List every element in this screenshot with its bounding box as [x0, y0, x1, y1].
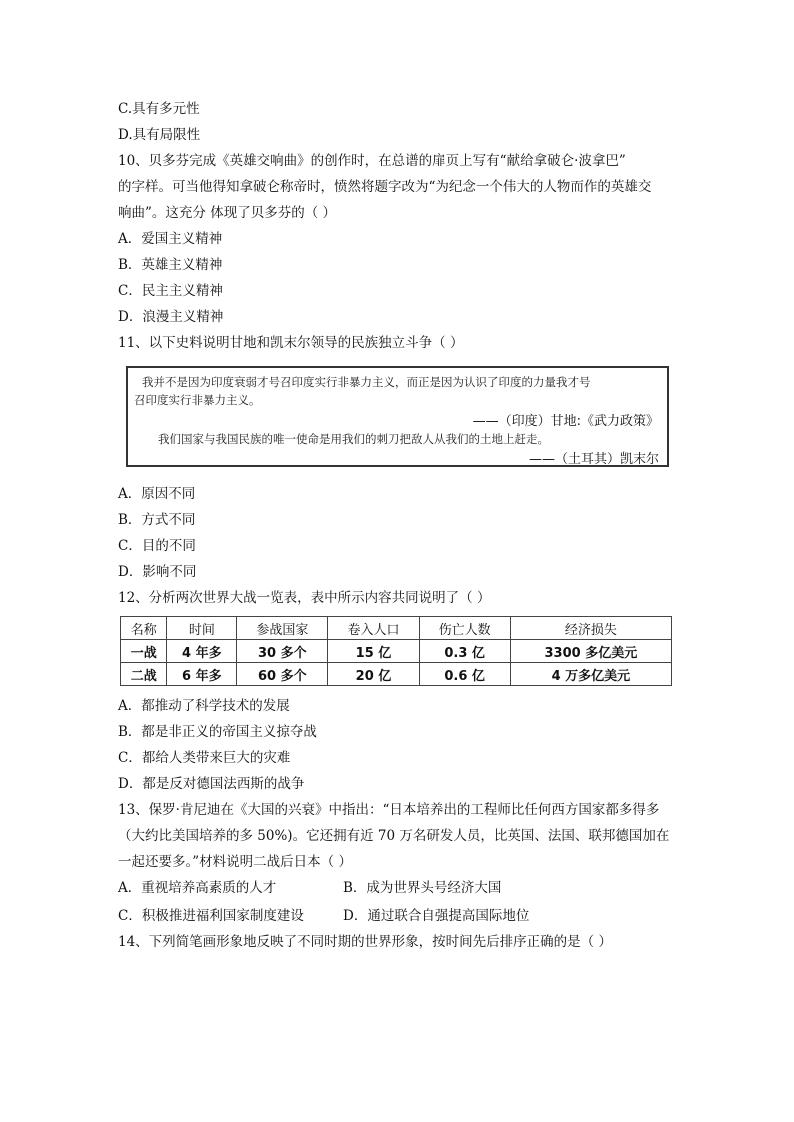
q11-option-d: D．影响不同 [118, 564, 197, 580]
q12-option-a: A．都推动了科学技术的发展 [118, 698, 290, 714]
table-row [121, 640, 672, 663]
q11-option-a: A．原因不同 [118, 486, 196, 502]
table-cell: 60 多个 [237, 663, 328, 686]
table-cell: 3300 多亿美元 [510, 640, 671, 663]
gandhi-attribution: ——（印度）甘地:《武力政策》 [472, 414, 659, 429]
q13-stem-line3: 一起还要多。”材料说明二战后日本（ ） [118, 854, 352, 870]
table-header-cell: 经济损失 [510, 617, 671, 640]
table-header-cell: 卷入人口 [328, 617, 419, 640]
q11-source-box [126, 366, 669, 467]
table-cell: 30 多个 [237, 640, 328, 663]
q10-option-d: D．浪漫主义精神 [118, 309, 224, 325]
q14-stem: 14、下列简笔画形象地反映了不同时期的世界形象，按时间先后排序正确的是（ ） [118, 934, 612, 950]
kemal-attribution: ——（土耳其）凯末尔 [528, 452, 659, 467]
q10-option-a: A．爱国主义精神 [118, 231, 223, 247]
q11-option-b: B．方式不同 [118, 512, 196, 528]
q13-option-d: D．通过联合自强提高国际地位 [343, 908, 530, 924]
q10-stem-line2: 的字样。可当他得知拿破仑称帝时，愤然将题字改为“为纪念一个伟大的人物而作的英雄交 [118, 179, 652, 195]
q13-option-c: C．积极推进福利国家制度建设 [118, 908, 304, 924]
q10-stem-line1: 10、贝多芬完成《英雄交响曲》的创作时，在总谱的扉页上写有“献给拿破仑·波拿巴” [118, 153, 626, 169]
table-row [121, 663, 672, 686]
q10-option-b: B．英雄主义精神 [118, 257, 223, 273]
q13-option-b: B．成为世界头号经济大国 [343, 880, 502, 896]
q12-option-d: D．都是反对德国法西斯的战争 [118, 776, 305, 792]
table-cell: 20 亿 [328, 663, 419, 686]
q13-stem-line2: （大约比美国培养的多 50%)。它还拥有近 70 万名研发人员，比英国、法国、联邦德国加在 [118, 828, 670, 844]
table-header-cell: 伤亡人数 [419, 617, 510, 640]
q11-option-c: C．目的不同 [118, 538, 196, 554]
gandhi-quote-line1: 我并不是因为印度衰弱才号召印度实行非暴力主义，而正是因为认识了印度的力量我才号 [142, 375, 591, 389]
table-cell: 4 万多亿美元 [510, 663, 671, 686]
q12-option-b: B．都是非正义的帝国主义掠夺战 [118, 724, 317, 740]
table-header-cell: 参战国家 [237, 617, 328, 640]
q13-stem-line1: 13、保罗·肯尼迪在《大国的兴衰》中指出：“日本培养出的工程师比任何西方国家都多得多 [118, 802, 660, 818]
table-header-row [121, 617, 672, 640]
table-cell: 6 年多 [167, 663, 237, 686]
table-header-cell: 时间 [167, 617, 237, 640]
q10-option-c: C．民主主义精神 [118, 283, 223, 299]
kemal-quote: 我们国家与我国民族的唯一使命是用我们的刺刀把敌人从我们的土地上赶走。 [158, 432, 549, 446]
option-c-prev: C.具有多元性 [118, 101, 200, 117]
q12-stem: 12、分析两次世界大战一览表，表中所示内容共同说明了（ ） [118, 590, 491, 606]
table-header-cell: 名称 [121, 617, 167, 640]
table-cell: 一战 [121, 640, 167, 663]
gandhi-quote-line2: 召印度实行非暴力主义。 [134, 393, 261, 407]
world-wars-table [120, 616, 672, 686]
table-cell: 15 亿 [328, 640, 419, 663]
q10-stem-line3: 响曲”。这充分 体现了贝多芬的（ ） [118, 205, 336, 221]
q11-stem: 11、以下史料说明甘地和凯末尔领导的民族独立斗争（ ） [118, 335, 464, 351]
table-cell: 二战 [121, 663, 167, 686]
table-cell: 4 年多 [167, 640, 237, 663]
table-cell: 0.6 亿 [419, 663, 510, 686]
q12-option-c: C．都给人类带来巨大的灾难 [118, 750, 291, 766]
table-cell: 0.3 亿 [419, 640, 510, 663]
q13-option-a: A．重视培养高素质的人才 [118, 880, 277, 896]
option-d-prev: D.具有局限性 [118, 127, 201, 143]
